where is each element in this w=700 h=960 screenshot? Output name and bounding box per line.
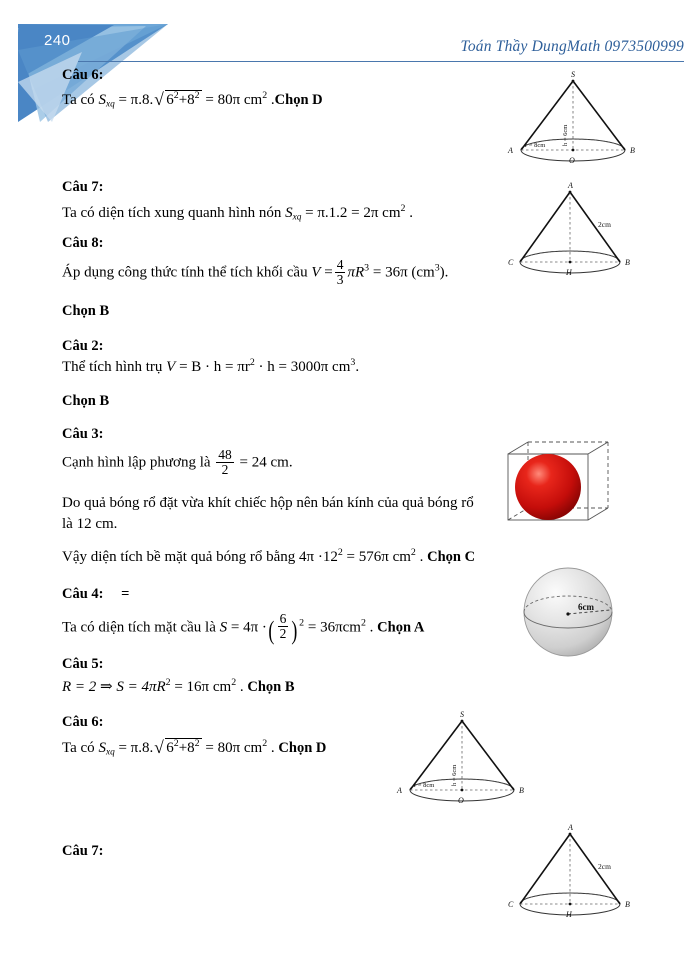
subscript-xq: xq: [105, 99, 115, 110]
cone3-radius-label: r = 8cm: [414, 782, 435, 789]
solution-cau8: [62, 258, 448, 287]
exp-2: 2: [337, 547, 343, 558]
question-label-cau4: [62, 585, 129, 604]
dot-h: · h = 3000π cm: [258, 359, 351, 375]
eq-4pi: = 4π ·: [230, 619, 267, 636]
exp-2a: 2: [173, 738, 179, 749]
exp-2b: 2: [194, 90, 200, 101]
radicand: [165, 90, 201, 110]
numerator: 6: [279, 611, 287, 626]
answer-choice-c: Chọn C: [427, 549, 476, 565]
numerator: 4: [336, 257, 344, 272]
period: .: [419, 549, 424, 565]
cone4-apex-label: A: [568, 823, 573, 832]
exp-cm2: 2: [360, 617, 366, 629]
solution-cau3-line1: [62, 448, 293, 477]
cone1-apex-label: S: [571, 70, 575, 79]
question-label-cau5: Câu 5:: [62, 656, 104, 672]
answer-choice-b-2: Chọn B: [62, 393, 110, 409]
solution-cau3-line3: là 12 cm.: [62, 516, 118, 532]
exp-cm3: 3: [434, 262, 440, 274]
question-label-cau8: Câu 8:: [62, 235, 104, 251]
symbol-s: S: [219, 619, 228, 636]
page-number: 240: [44, 32, 71, 49]
exp-cm2: 2: [400, 203, 406, 214]
fraction-4-3: [335, 258, 346, 287]
solution-cau6-top: [62, 90, 323, 110]
header-title: Toán Thầy DungMath 0973500999: [460, 38, 684, 55]
eq-80pi: = 80π cm: [205, 740, 263, 756]
plus-op: +: [178, 92, 188, 108]
question-label-cau7-bottom: Câu 7:: [62, 843, 104, 859]
left-paren: (: [268, 616, 275, 646]
symbol-v: V: [166, 359, 176, 375]
exp-2: 2: [165, 677, 171, 688]
exp-2: 2: [249, 357, 255, 368]
cone3-height-label: h = 6cm: [451, 764, 458, 786]
stray-equals: =: [121, 586, 130, 602]
exp-2a: 2: [173, 90, 179, 101]
cone2-center-label: H: [566, 268, 572, 277]
lead-text: Ta có: [62, 740, 99, 756]
radicand: [165, 738, 201, 758]
period: .: [369, 619, 374, 636]
eq-pi8: = π.8.: [118, 740, 154, 756]
question-label-cau7-top: Câu 7:: [62, 179, 104, 195]
period: .: [355, 359, 360, 375]
pi-r-cubed: πR: [347, 264, 365, 281]
eq-80pi: = 80π cm: [205, 92, 263, 108]
eq-16pi: = 16π cm: [174, 679, 232, 695]
header-divider: [78, 61, 684, 62]
exp-2b: 2: [194, 738, 200, 749]
answer-choice-b-1: Chọn B: [62, 303, 110, 319]
cone1-left-label: A: [508, 146, 513, 155]
numerator: 48: [218, 447, 232, 462]
figure-cone-2: [506, 182, 646, 282]
lead-text: Thể tích hình trụ: [62, 359, 167, 375]
answer-choice-a: Chọn A: [377, 619, 425, 636]
cone4-right-label: B: [625, 900, 630, 909]
figure-cone-1: [503, 68, 643, 168]
solution-cau7-top: [62, 204, 413, 223]
lead-text: Ta có diện tích xung quanh hình nón: [62, 205, 286, 221]
exp-cm3: 3: [350, 357, 356, 368]
symbol-sxq: $S_{xq}$: [285, 205, 302, 223]
close-paren: ).: [439, 264, 449, 281]
lead-text: Ta có diện tích mặt cầu là: [62, 619, 220, 636]
answer-choice-d-2: Chọn D: [278, 740, 327, 756]
fraction-48-2: [216, 448, 234, 477]
eight-value: 8: [187, 92, 195, 108]
cone2-right-label: B: [625, 258, 630, 267]
lead-text: Ta có: [62, 92, 99, 108]
eq-36picm: = 36πcm: [307, 619, 361, 636]
eq-576pi: = 576π cm: [346, 549, 411, 565]
question-label-cau6-bottom: Câu 6:: [62, 714, 104, 730]
denominator: 2: [279, 625, 287, 641]
denominator: 2: [216, 462, 234, 477]
cone3-center-label: O: [458, 796, 464, 805]
symbol-v: V: [311, 264, 321, 281]
exp-cm2: 2: [410, 547, 416, 558]
question-label-cau6-top: Câu 6:: [62, 67, 104, 83]
exp-outer-2: 2: [299, 617, 305, 629]
eq-pi12: = π.1.2 = 2π cm: [305, 205, 401, 221]
question-label-cau3: Câu 3:: [62, 426, 104, 442]
solution-cau3-line4: [62, 548, 475, 567]
eq-36pi: = 36π (cm: [372, 264, 435, 281]
cone4-center-label: H: [566, 910, 572, 919]
cone4-slant-label: 2cm: [598, 862, 611, 871]
eq-bh: = B · h = πr: [179, 359, 250, 375]
solution-cau6-bottom: [62, 738, 326, 758]
exp-3: 3: [364, 262, 370, 274]
cone2-slant-label: 2cm: [598, 220, 611, 229]
solution-cau2: [62, 358, 359, 377]
fraction-6-2: [278, 612, 289, 641]
figure-cone-4: [506, 824, 646, 924]
cone1-right-label: B: [630, 146, 635, 155]
symbol-sxq: $S_{xq}$: [98, 92, 115, 110]
six-value: 6: [166, 92, 174, 108]
denominator: 3: [336, 271, 344, 287]
eight-value: 8: [187, 740, 195, 756]
right-paren: ): [291, 616, 298, 646]
solution-cau3-line2: Do quả bóng rổ đặt vừa khít chiếc hộp nên bán kính của quả bóng rổ: [62, 495, 474, 511]
lead-text: Vậy diện tích bề mặt quả bóng rổ bằng: [62, 549, 300, 565]
cone1-center-label: O: [569, 156, 575, 165]
radical-icon: [154, 738, 201, 758]
plus-op: +: [178, 740, 188, 756]
symbol-sxq: $S_{xq}$: [98, 740, 115, 758]
figure-sphere-in-cube: [490, 424, 650, 536]
r-eq-2: R = 2 ⇒ S = 4πR: [62, 679, 166, 695]
subscript-xq: xq: [105, 747, 115, 758]
cone1-radius-label: r = 8cm: [525, 142, 546, 149]
figure-cone-3: [392, 708, 532, 808]
period: .: [270, 92, 275, 108]
cone2-left-label: C: [508, 258, 514, 267]
exp-cm2: 2: [231, 677, 237, 688]
eq-pi8: = π.8.: [118, 92, 154, 108]
sphere-radius-label: 6cm: [578, 602, 594, 612]
solution-cau4: [62, 612, 424, 648]
figure-gray-sphere: [512, 558, 632, 668]
cone4-left-label: C: [508, 900, 514, 909]
six-value: 6: [166, 740, 174, 756]
cone1-height-label: h = 6cm: [562, 124, 569, 146]
answer-choice-d: Chọn D: [274, 92, 323, 108]
period: .: [270, 740, 275, 756]
question-label-cau2: Câu 2:: [62, 338, 104, 354]
four-pi-12: 4π ·12: [299, 549, 338, 565]
exp-cm2: 2: [262, 738, 268, 749]
period: .: [239, 679, 244, 695]
cone3-right-label: B: [519, 786, 524, 795]
lead-text: Áp dụng công thức tính thể tích khối cầu: [62, 264, 312, 281]
cone3-left-label: A: [397, 786, 402, 795]
exp-cm2: 2: [262, 90, 268, 101]
subscript-xq: xq: [292, 212, 302, 223]
eq-24cm: = 24 cm.: [239, 454, 293, 471]
radical-icon: [154, 90, 201, 110]
label-text: Câu 4:: [62, 586, 104, 602]
period: .: [409, 205, 413, 221]
lead-text: Cạnh hình lập phương là: [62, 454, 215, 471]
answer-choice-b-3: Chọn B: [247, 679, 295, 695]
equals-sign: =: [324, 264, 333, 281]
solution-cau5: [62, 678, 295, 697]
cone3-apex-label: S: [460, 710, 464, 719]
cone2-apex-label: A: [568, 181, 573, 190]
